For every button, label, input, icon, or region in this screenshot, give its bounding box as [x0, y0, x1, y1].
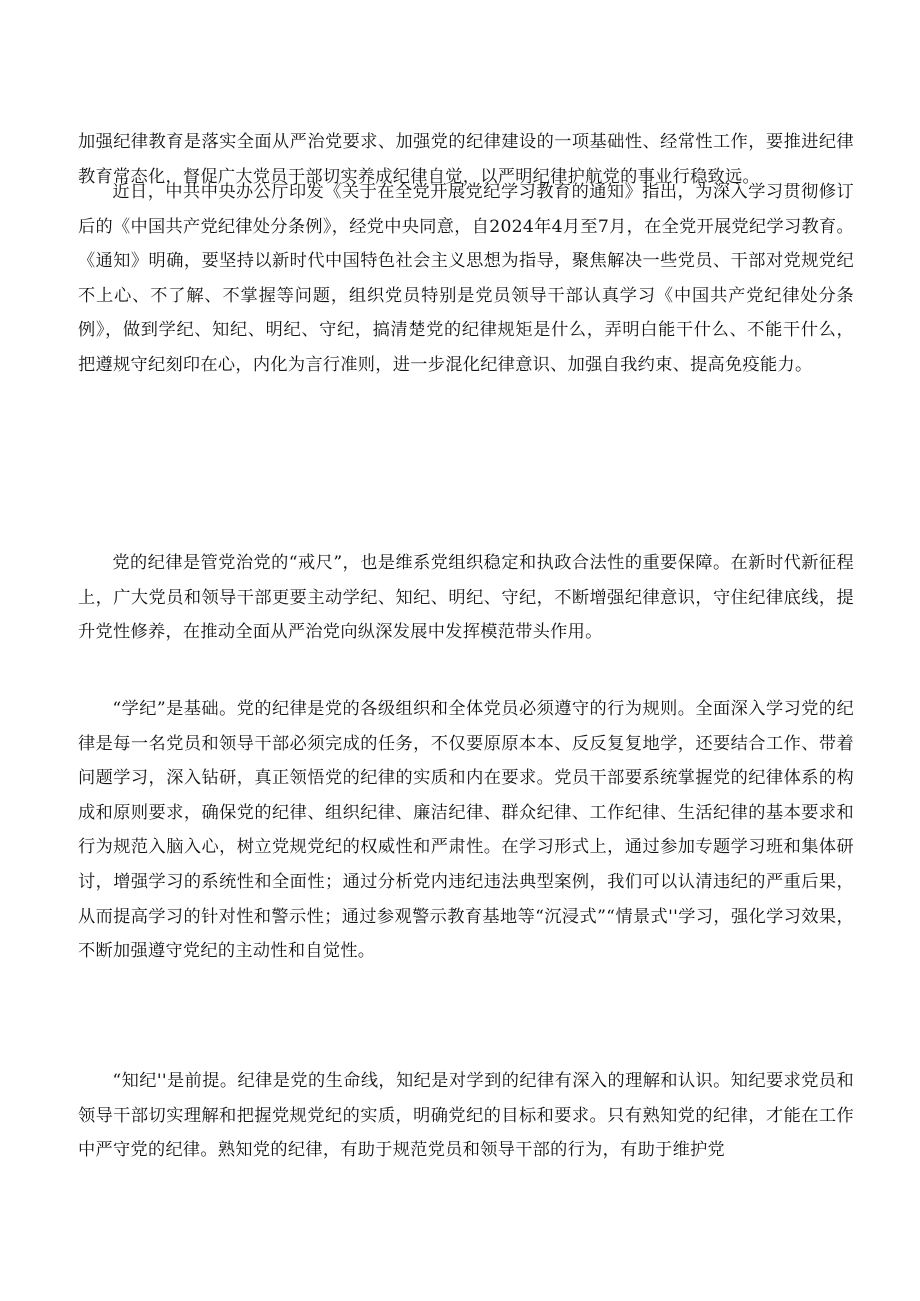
paragraph-discipline-ruler: 党的纪律是管党治党的“戒尺”，也是维系党组织稳定和执政合法性的重要保障。在新时代新征程上，广大党员和领导干部更要主动学纪、知纪、明纪、守纪，不断增强纪律意识，守住纪律底线，提升党性修养，在推动全面从严治党向纵深发展中发挥模范带头作用。	[78, 553, 854, 643]
paragraph-notice: 近日，中共中央办公厅印发《关于在全党开展党纪学习教育的通知》指出，为深入学习贯彻修订后的《中国共产党纪律处分条例》，经党中央同意，自2024年4月至7月，在全党开展党纪学习教育。《通知》明确，要坚持以新时代中国特色社会主义思想为指导，聚焦解决一些党员、干部对党规党纪不上心、不了解、不掌握等问题，组织党员特别是党员领导干部认真学习《中国共产党纪律处分条例》，做到学纪、知纪、明纪、守纪，搞清楚党的纪律规矩是什么，弄明白能干什么、不能干什么，把遵规守纪刻印在心，内化为言行准则，进一步混化纪律意识、加强自我约束、提高免疫能力。	[78, 182, 854, 375]
paragraph-intro: 加强纪律教育是落实全面从严治党要求、加强党的纪律建设的一项基础性、经常性工作，要推进纪律教育常态化，督促广大党员干部切实养成纪律自觉，以严明纪律护航党的事业行稳致远。	[78, 132, 854, 187]
paragraph-learn-discipline: “学纪”是基础。党的纪律是党的各级组织和全体党员必须遵守的行为规则。全面深入学习党的纪律是每一名党员和领导干部必须完成的任务，不仅要原原本本、反反复复地学，还要结合工作、带着问题学习，深入钻研，真正领悟党的纪律的实质和内在要求。党员干部要系统掌握党的纪律体系的构成和原则要求，确保党的纪律、组织纪律、廉洁纪律、群众纪律、工作纪律、生活纪律的基本要求和行为规范入脑入心，树立党规党纪的权威性和严肃性。在学习形式上，通过参加专题学习班和集体研讨，增强学习的系统性和全面性；通过分析党内违纪违法典型案例，我们可以认清违纪的严重后果，从而提高学习的针对性和警示性；通过参观警示教育基地等“沉浸式”“情景式''学习，强化学习效果，不断加强遵守党纪的主动性和自觉性。	[78, 699, 854, 962]
paragraph-know-discipline: “知纪''是前提。纪律是党的生命线，知纪是对学到的纪律有深入的理解和认识。知纪要求党员和领导干部切实理解和把握党规党纪的实质，明确党纪的目标和要求。只有熟知党的纪律，才能在工作中严守党的纪律。熟知党的纪律，有助于规范党员和领导干部的行为，有助于维护党	[78, 1071, 854, 1161]
